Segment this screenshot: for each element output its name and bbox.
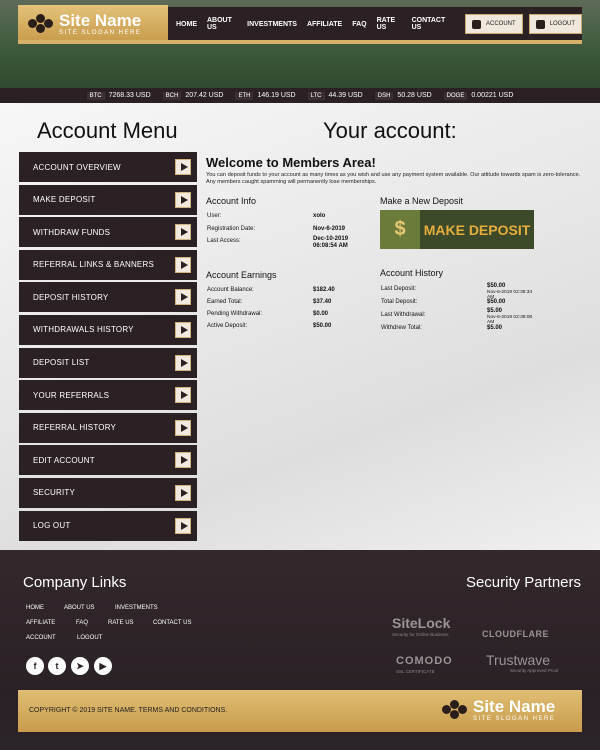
history-value: $50.00 bbox=[487, 299, 506, 305]
play-arrow-icon bbox=[175, 192, 191, 208]
trustwave-logo: Trustwave bbox=[486, 652, 551, 668]
company-links-title: Company Links bbox=[23, 574, 127, 591]
hero-banner bbox=[0, 0, 600, 88]
youtube-icon[interactable]: ▶ bbox=[94, 657, 112, 675]
menu-label: DEPOSIT HISTORY bbox=[33, 292, 109, 302]
footer-logo-name: Site Name bbox=[473, 697, 556, 716]
user-icon bbox=[472, 20, 481, 29]
earnings-label: Earned Total: bbox=[207, 299, 243, 305]
menu-label: EDIT ACCOUNT bbox=[33, 455, 95, 465]
play-arrow-icon bbox=[175, 257, 191, 273]
history-label: Withdrew Total: bbox=[381, 325, 422, 331]
nav-about-us[interactable]: ABOUT US bbox=[207, 17, 232, 31]
your-account-title: Your account: bbox=[323, 118, 457, 143]
honeycomb-icon bbox=[442, 699, 468, 721]
menu-security[interactable] bbox=[19, 478, 197, 508]
menu-withdraw-funds[interactable] bbox=[19, 217, 197, 247]
menu-referral-history[interactable] bbox=[19, 413, 197, 443]
menu-make-deposit[interactable] bbox=[19, 185, 197, 215]
make-deposit-banner-text: MAKE DEPOSIT bbox=[423, 221, 531, 238]
facebook-icon[interactable]: f bbox=[26, 657, 44, 675]
footer-link-account[interactable]: ACCOUNT bbox=[26, 635, 56, 641]
menu-label: YOUR REFERRALS bbox=[33, 390, 110, 400]
comodo-logo: COMODO bbox=[396, 655, 453, 667]
ticker-item bbox=[235, 92, 295, 100]
account-menu bbox=[19, 152, 197, 543]
play-arrow-icon bbox=[175, 452, 191, 468]
ticker-item bbox=[444, 92, 514, 100]
nav-faq[interactable]: FAQ bbox=[352, 20, 367, 28]
earnings-value: $182.40 bbox=[313, 287, 335, 293]
play-arrow-icon bbox=[175, 322, 191, 338]
footer-link-home[interactable]: HOME bbox=[26, 605, 44, 611]
play-arrow-icon bbox=[175, 518, 191, 534]
ticker-symbol: DSH bbox=[375, 92, 394, 100]
nav-rate-us[interactable]: RATE US bbox=[376, 17, 396, 31]
logout-button-label: LOGOUT bbox=[549, 21, 576, 27]
account-button[interactable] bbox=[465, 14, 523, 34]
ticker-item bbox=[163, 92, 224, 100]
ticker-symbol: BTC bbox=[87, 92, 105, 100]
play-arrow-icon bbox=[175, 420, 191, 436]
sitelock-tagline: Security for Online Business bbox=[392, 632, 449, 637]
ticker-value: 207.42 USD bbox=[185, 92, 224, 99]
menu-label: REFERRAL HISTORY bbox=[33, 423, 117, 433]
earnings-label: Active Deposit: bbox=[207, 323, 248, 329]
account-button-label: ACCOUNT bbox=[486, 21, 516, 27]
make-deposit-banner[interactable] bbox=[380, 210, 534, 249]
menu-label: LOG OUT bbox=[33, 521, 71, 531]
nav-contact-us[interactable]: CONTACT US bbox=[411, 17, 446, 31]
menu-withdrawals-history[interactable] bbox=[19, 315, 197, 345]
play-arrow-icon bbox=[175, 387, 191, 403]
money-bag-icon: $ bbox=[380, 210, 420, 249]
ticker-symbol: DOGE bbox=[444, 92, 468, 100]
ticker-item bbox=[375, 92, 432, 100]
ticker-symbol: LTC bbox=[308, 92, 325, 100]
menu-label: MAKE DEPOSIT bbox=[33, 195, 96, 205]
play-arrow-icon bbox=[175, 355, 191, 371]
info-label: User: bbox=[207, 213, 222, 219]
history-label: Last Deposit: bbox=[381, 286, 417, 292]
account-menu-title: Account Menu bbox=[37, 118, 178, 143]
welcome-title: Welcome to Members Area! bbox=[206, 155, 376, 170]
security-partners-title: Security Partners bbox=[465, 574, 581, 591]
menu-label: SECURITY bbox=[33, 488, 76, 498]
ticker-item bbox=[87, 92, 151, 100]
sitelock-logo: SiteLock bbox=[392, 615, 451, 631]
logout-button[interactable] bbox=[529, 14, 582, 34]
make-deposit-title: Make a New Deposit bbox=[380, 196, 464, 206]
history-value: $5.00 bbox=[487, 325, 503, 331]
earnings-value: $0.00 bbox=[313, 311, 329, 317]
logout-icon bbox=[536, 20, 545, 29]
ticker-symbol: BCH bbox=[163, 92, 182, 100]
ticker-value: 146.19 USD bbox=[257, 92, 296, 99]
history-value: $5.00 bbox=[487, 308, 503, 314]
welcome-description: You can deposit funds to your account as many times as you wish and use any payment system available. Our attitude towards spam is zero-tolerance. Any members caught spamming will permanently lose memberships. bbox=[206, 172, 581, 186]
footer-link-logout[interactable]: LOGOUT bbox=[77, 635, 103, 641]
honeycomb-icon bbox=[28, 13, 54, 35]
twitter-icon[interactable]: t bbox=[48, 657, 66, 675]
play-arrow-icon bbox=[175, 159, 191, 175]
topbar-underline bbox=[18, 40, 582, 44]
ticker-symbol: ETH bbox=[235, 92, 253, 100]
info-value: Nov-6-2019 bbox=[313, 226, 346, 232]
main-content bbox=[0, 103, 600, 550]
footer-link-rate-us[interactable]: RATE US bbox=[108, 620, 134, 626]
copyright: COPYRIGHT © 2019 SITE NAME. TERMS AND CONDITIONS. bbox=[29, 707, 228, 714]
menu-log-out[interactable] bbox=[19, 511, 197, 541]
footer-link-contact-us[interactable]: CONTACT US bbox=[153, 620, 192, 626]
ticker-value: 50.28 USD bbox=[397, 92, 432, 99]
logo-slogan: SITE SLOGAN HERE bbox=[59, 30, 142, 36]
ticker-value: 7268.33 USD bbox=[108, 92, 151, 99]
telegram-icon[interactable]: ➤ bbox=[71, 657, 89, 675]
comodo-tagline: SSL CERTIFICATE bbox=[396, 669, 435, 674]
site-logo[interactable] bbox=[18, 5, 168, 43]
account-earnings-title: Account Earnings bbox=[206, 270, 277, 280]
footer-link-faq[interactable]: FAQ bbox=[76, 620, 89, 626]
menu-deposit-list[interactable] bbox=[19, 348, 197, 378]
menu-label: ACCOUNT OVERVIEW bbox=[33, 162, 121, 172]
menu-deposit-history[interactable] bbox=[19, 282, 197, 312]
play-arrow-icon bbox=[175, 289, 191, 305]
history-value: $50.00 bbox=[487, 283, 506, 289]
nav-investments[interactable]: INVESTMENTS bbox=[247, 20, 297, 28]
info-value: Dec-10-2019 06:08:54 AM bbox=[313, 236, 349, 249]
earnings-label: Pending Withdrawal: bbox=[207, 311, 263, 317]
nav-home[interactable]: HOME bbox=[176, 20, 197, 28]
earnings-value: $50.00 bbox=[313, 323, 332, 329]
history-date: Nov-6-2019 02:39:08 AM bbox=[487, 315, 533, 326]
footer-logo[interactable] bbox=[442, 698, 555, 722]
footer-link-investments[interactable]: INVESTMENTS bbox=[115, 605, 158, 611]
menu-label: REFERRAL LINKS & BANNERS bbox=[33, 260, 154, 270]
ticker-item bbox=[308, 92, 363, 100]
crypto-ticker bbox=[0, 88, 600, 103]
menu-label: WITHDRAWALS HISTORY bbox=[33, 325, 134, 335]
ticker-value: 44.39 USD bbox=[328, 92, 363, 99]
logo-name: Site Name bbox=[59, 11, 142, 30]
play-arrow-icon bbox=[175, 485, 191, 501]
info-label: Last Access: bbox=[207, 238, 241, 244]
play-arrow-icon bbox=[175, 224, 191, 240]
earnings-value: $37.40 bbox=[313, 299, 332, 305]
top-bar bbox=[18, 5, 582, 43]
nav-affiliate[interactable]: AFFILIATE bbox=[306, 20, 343, 28]
main-nav bbox=[168, 7, 582, 41]
footer bbox=[0, 550, 600, 750]
menu-edit-account[interactable] bbox=[19, 445, 197, 475]
footer-link-about-us[interactable]: ABOUT US bbox=[64, 605, 95, 611]
account-info-title: Account Info bbox=[206, 196, 257, 206]
menu-referral-links[interactable] bbox=[19, 250, 197, 280]
cloudflare-logo: CLOUDFLARE bbox=[482, 629, 549, 639]
menu-account-overview[interactable] bbox=[19, 152, 197, 182]
ticker-value: 0.00221 USD bbox=[471, 92, 514, 99]
trustwave-tagline: Security Approved Proof bbox=[510, 668, 559, 673]
footer-bar bbox=[18, 690, 582, 732]
history-date: Nov-6-2019 02:36:34 AM bbox=[487, 290, 533, 301]
info-label: Registration Date: bbox=[207, 226, 256, 232]
menu-label: WITHDRAW FUNDS bbox=[33, 227, 111, 237]
menu-your-referrals[interactable] bbox=[19, 380, 197, 410]
info-value: xolo bbox=[313, 213, 326, 219]
earnings-label: Account Balance: bbox=[207, 287, 254, 293]
menu-label: DEPOSIT LIST bbox=[33, 358, 90, 368]
account-history-title: Account History bbox=[380, 268, 444, 278]
history-label: Last Withdrawal: bbox=[381, 312, 426, 318]
welcome-block bbox=[206, 155, 586, 187]
footer-logo-slogan: SITE SLOGAN HERE bbox=[473, 716, 556, 722]
footer-link-affiliate[interactable]: AFFILIATE bbox=[26, 620, 56, 626]
history-label: Total Deposit: bbox=[381, 299, 418, 305]
